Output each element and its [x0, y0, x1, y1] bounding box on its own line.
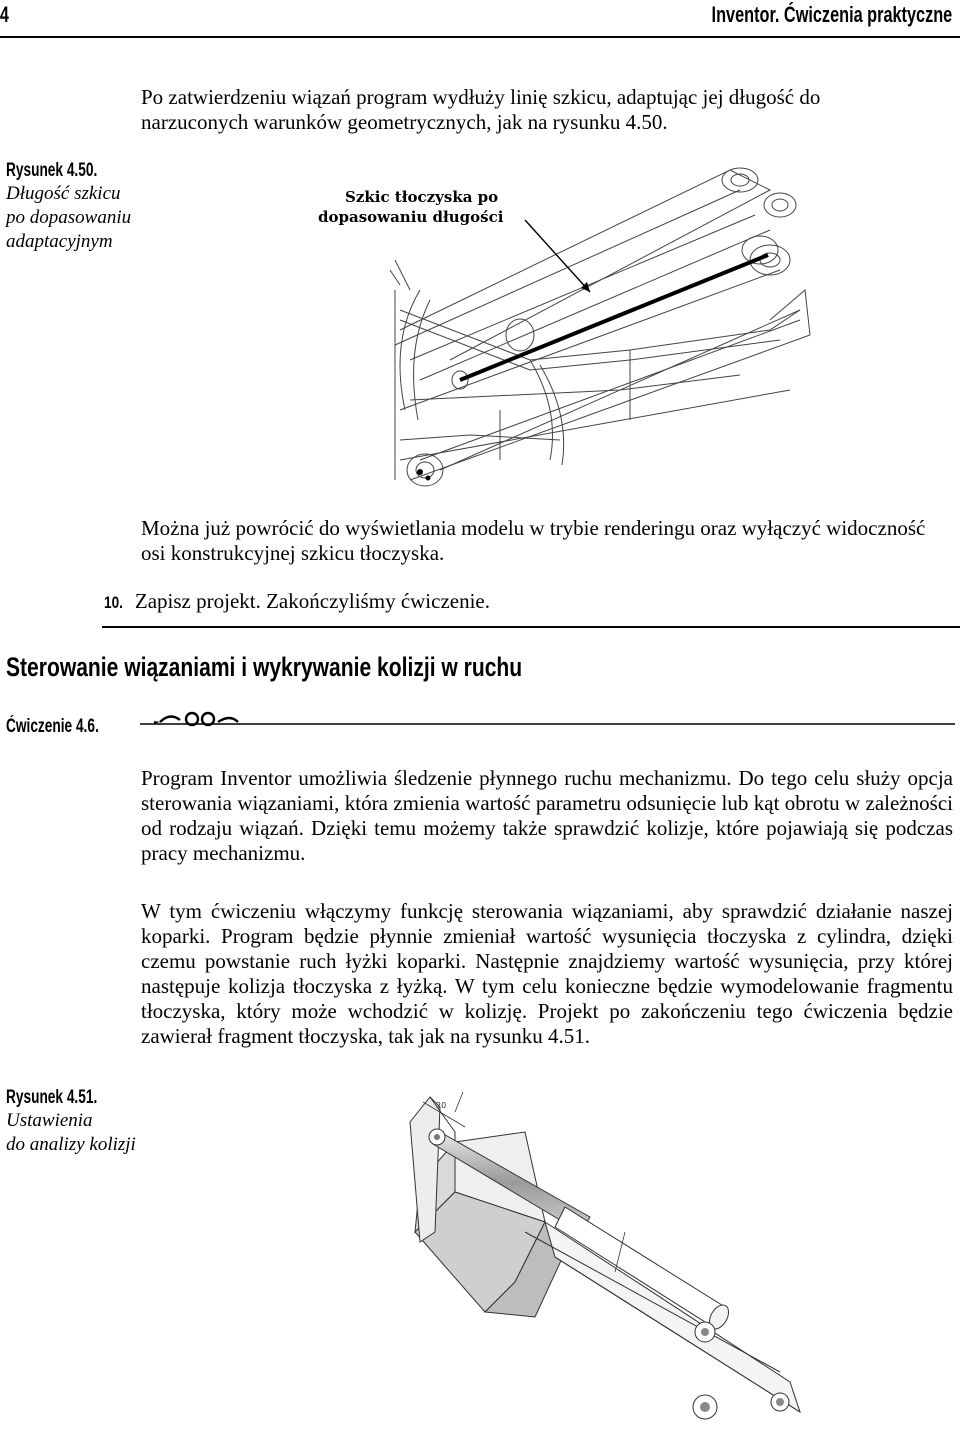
- intro-paragraph: Po zatwierdzeniu wiązań program wydłuży linię szkicu, adaptując jej długość do narzuconych warunków geometrycznych, jak na rysunku 4.50.: [141, 85, 821, 134]
- figure-450-caption-line: adaptacyjnym: [6, 231, 113, 252]
- figure-450-callout-label: dopasowaniu długości: [318, 208, 504, 226]
- figure-451-dimension-label: 20: [436, 1101, 447, 1110]
- step-text: Zapisz projekt. Zakończyliśmy ćwiczenie.: [134, 589, 491, 613]
- figure-451-caption-line: Ustawienia: [6, 1110, 93, 1131]
- figure-450-wireframe-drawing: [300, 160, 820, 495]
- figure-450-caption-title: Rysunek 4.50.: [6, 160, 98, 181]
- page-number: 4: [0, 2, 9, 27]
- figure-450-caption: [6, 160, 166, 254]
- header-rule: [0, 36, 960, 38]
- section-heading: Sterowanie wiązaniami i wykrywanie kolizji w ruchu: [6, 652, 523, 682]
- exercise-label: Ćwiczenie 4.6.: [6, 716, 99, 737]
- figure-450-caption-line: po dopasowaniu: [6, 207, 132, 228]
- program-paragraph: Program Inventor umożliwia śledzenie płynnego ruchu mechanizmu. Do tego celu służy opcja sterowania wiązaniami, która zmienia wartość parametru odsunięcie lub kąt obrotu w zależności od rodzaju wiązań. Dzięki temu możemy także sprawdzić kolizje, które pojawiają się podczas pracy mechanizmu.: [141, 766, 953, 865]
- step-10: [104, 589, 490, 615]
- figure-451-caption: [6, 1087, 186, 1157]
- render-paragraph: Można już powrócić do wyświetlania modelu w trybie renderingu oraz wyłączyć widoczność osi konstrukcyjnej szkicu tłoczyska.: [141, 516, 926, 565]
- running-title: Inventor. Ćwiczenia praktyczne: [711, 2, 952, 27]
- figure-450-caption-line: Długość szkicu: [6, 183, 121, 204]
- figure-451-caption-title: Rysunek 4.51.: [6, 1087, 98, 1108]
- figure-450-callout-label: Szkic tłoczyska po: [345, 188, 499, 206]
- section-rule: [102, 626, 960, 628]
- exercise-paragraph: W tym ćwiczeniu włączymy funkcję sterowania wiązaniami, aby sprawdzić działanie naszej koparki. Program będzie płynnie zmieniał wartość wysunięcia tłoczyska z cylindra, dzięki czemu powstanie ruch łyżki koparki. Następnie znajdziemy wartość wysunięcia, przy której następuje kolizja tłoczyska z łyżką. W tym celu konieczne będzie wymodelowanie fragmentu tłoczyska, który może wchodzić w kolizję. Projekt po zakończeniu tego ćwiczenia będzie zawierał fragment tłoczyska, tak jak na rysunku 4.51.: [141, 899, 953, 1048]
- figure-451-bucket-drawing: [395, 1082, 815, 1427]
- exercise-ornament-icon: [140, 708, 955, 732]
- figure-451-caption-line: do analizy kolizji: [6, 1134, 136, 1155]
- step-number: 10.: [104, 593, 123, 612]
